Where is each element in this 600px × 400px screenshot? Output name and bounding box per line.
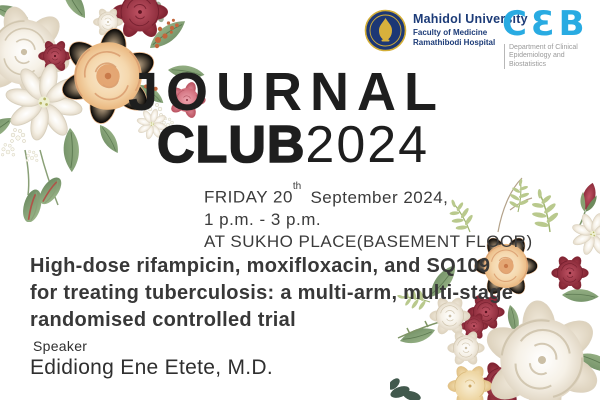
ceb-department-text [504, 44, 600, 69]
title-club-year [157, 116, 430, 174]
paper-title-line1: High-dose rifampicin, moxifloxacin, and SQ109 [30, 255, 491, 277]
mahidol-university-name: Mahidol University [413, 12, 528, 26]
ceb-dept-line2: Epidemiology and Biostatistics [509, 52, 565, 68]
ceb-dept-line1: Department of Clinical [509, 44, 578, 51]
event-time: 1 p.m. - 3 p.m. [204, 209, 322, 229]
speaker-label: Speaker [33, 338, 88, 354]
paper-title-line2: for treating tuberculosis: a multi-arm, multi-stage [30, 282, 514, 304]
ceb-logo [502, 4, 600, 69]
paper-title [30, 253, 513, 334]
mahidol-faculty-line: Faculty of Medicine [413, 28, 488, 37]
event-details [204, 183, 533, 253]
title-year: 2024 [305, 116, 430, 174]
event-date-prefix: FRIDAY 20 [204, 187, 293, 207]
event-date [204, 183, 533, 209]
ceb-wordmark: CƐB [502, 4, 589, 44]
event-date-ordinal: th [292, 181, 302, 192]
event-location: AT SUKHO PLACE(BASEMENT FLOOR) [204, 231, 533, 251]
mahidol-emblem-icon [364, 9, 407, 52]
paper-title-line3: randomised controlled trial [30, 309, 296, 331]
speaker-name: Edidiong Ene Etete, M.D. [30, 356, 273, 379]
title-journal: JOURNAL [128, 62, 446, 122]
title-club: CLUB [157, 116, 306, 174]
event-date-suffix: September 2024, [305, 187, 449, 207]
mahidol-hospital-line: Ramathibodi Hospital [413, 38, 496, 47]
